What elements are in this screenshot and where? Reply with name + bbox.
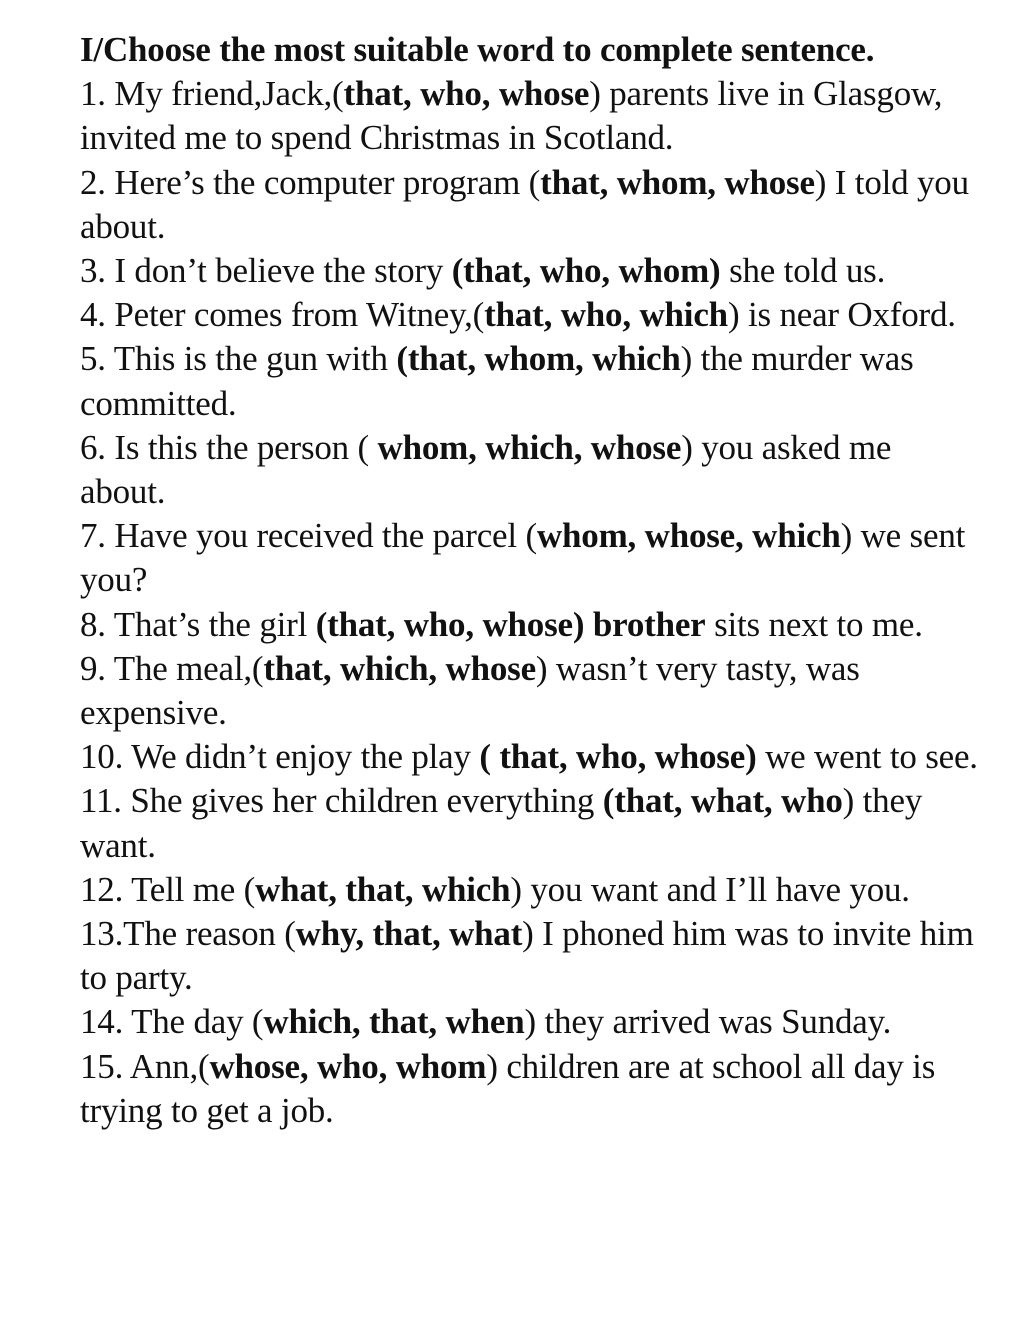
question-12	[80, 868, 980, 912]
question-number: 9.	[80, 648, 106, 688]
question-1	[80, 72, 980, 160]
worksheet-heading: I/Choose the most suitable word to complete sentence.	[80, 30, 875, 69]
question-choices: whom, whose, which	[536, 516, 841, 556]
question-7	[80, 514, 980, 602]
question-number: 6.	[80, 427, 106, 467]
question-number: 13.	[80, 914, 124, 954]
question-number: 4.	[80, 295, 106, 335]
question-text-before: The reason (	[123, 914, 296, 954]
question-10	[80, 735, 980, 779]
question-15	[80, 1045, 980, 1133]
worksheet	[80, 28, 980, 1133]
question-text-after: ) children are at school all day is trying to get a job.	[80, 1046, 936, 1130]
question-text-after: ) I told you about.	[80, 162, 969, 246]
question-choices: that, which, whose	[263, 648, 536, 688]
question-choices: whom, which, whose	[377, 427, 682, 467]
question-text-before: The day (	[123, 1002, 264, 1042]
question-text-before: Ann,(	[123, 1046, 210, 1086]
question-11	[80, 779, 980, 867]
question-list	[80, 72, 980, 1133]
question-text-before: Tell me (	[123, 869, 256, 909]
question-number: 10.	[80, 737, 124, 777]
question-number: 11.	[80, 781, 122, 821]
question-text-before: Have you received the parcel (	[105, 516, 537, 556]
question-text-before: This is the gun with	[105, 339, 397, 379]
question-choices: (that, who, whom)	[451, 251, 721, 291]
question-text-after: ) wasn’t very tasty, was expensive.	[80, 648, 860, 733]
question-5	[80, 337, 980, 425]
question-choices: which, that, when	[263, 1002, 525, 1042]
question-choices: that, who, whose	[343, 74, 590, 114]
question-text-after: ) they arrived was Sunday.	[524, 1002, 892, 1042]
question-text-before: I don’t believe the story	[105, 251, 452, 291]
question-number: 14.	[80, 1002, 124, 1042]
question-number: 7.	[80, 516, 106, 556]
question-text-after: ) I phoned him was to invite him to party.	[80, 914, 974, 998]
question-text-after: ) we sent you?	[80, 516, 966, 600]
question-text-after: ) they want.	[80, 781, 923, 865]
question-text-before: Is this the person (	[105, 427, 378, 467]
question-choices: why, that, what	[295, 914, 523, 954]
question-9	[80, 647, 980, 735]
question-choices: (that, what, who	[602, 781, 843, 821]
question-8	[80, 603, 980, 647]
question-choices: whose, who, whom	[209, 1046, 487, 1086]
question-number: 2.	[80, 162, 106, 202]
question-text-after: ) you want and I’ll have you.	[510, 869, 910, 909]
question-text-before: My friend,Jack,(	[105, 74, 344, 114]
question-choices: (that, whom, which	[396, 339, 681, 379]
question-choices: that, whom, whose	[540, 162, 815, 202]
question-text-before: The meal,(	[105, 648, 264, 688]
question-3	[80, 249, 980, 293]
question-text-before: She gives her children everything	[121, 781, 603, 821]
question-4	[80, 293, 980, 337]
question-text-after: ) parents live in Glasgow, invited me to spend Christmas in Scotland.	[80, 74, 943, 158]
question-6	[80, 426, 980, 514]
question-13	[80, 912, 980, 1000]
question-2	[80, 161, 980, 249]
question-number: 12.	[80, 869, 124, 909]
question-text-after: ) you asked me about.	[80, 427, 892, 512]
question-text-after: ) is near Oxford.	[727, 295, 956, 335]
question-text-after: sits next to me.	[705, 604, 923, 644]
question-choices: ( that, who, whose)	[479, 737, 757, 777]
question-number: 5.	[80, 339, 106, 379]
question-number: 1.	[80, 74, 106, 114]
question-text-after: she told us.	[720, 251, 886, 291]
question-choices: what, that, which	[255, 869, 511, 909]
question-choices: (that, who, whose) brother	[315, 604, 706, 644]
question-text-before: Peter comes from Witney,(	[105, 295, 485, 335]
question-text-before: We didn’t enjoy the play	[123, 737, 480, 777]
question-text-after: we went to see.	[756, 737, 978, 777]
question-number: 8.	[80, 604, 106, 644]
question-text-before: That’s the girl	[105, 604, 316, 644]
question-choices: that, who, which	[484, 295, 728, 335]
question-text-before: Here’s the computer program (	[105, 162, 541, 202]
question-number: 15.	[80, 1046, 124, 1086]
question-14	[80, 1000, 980, 1044]
question-text-after: ) the murder was committed.	[80, 339, 914, 423]
question-number: 3.	[80, 251, 106, 291]
